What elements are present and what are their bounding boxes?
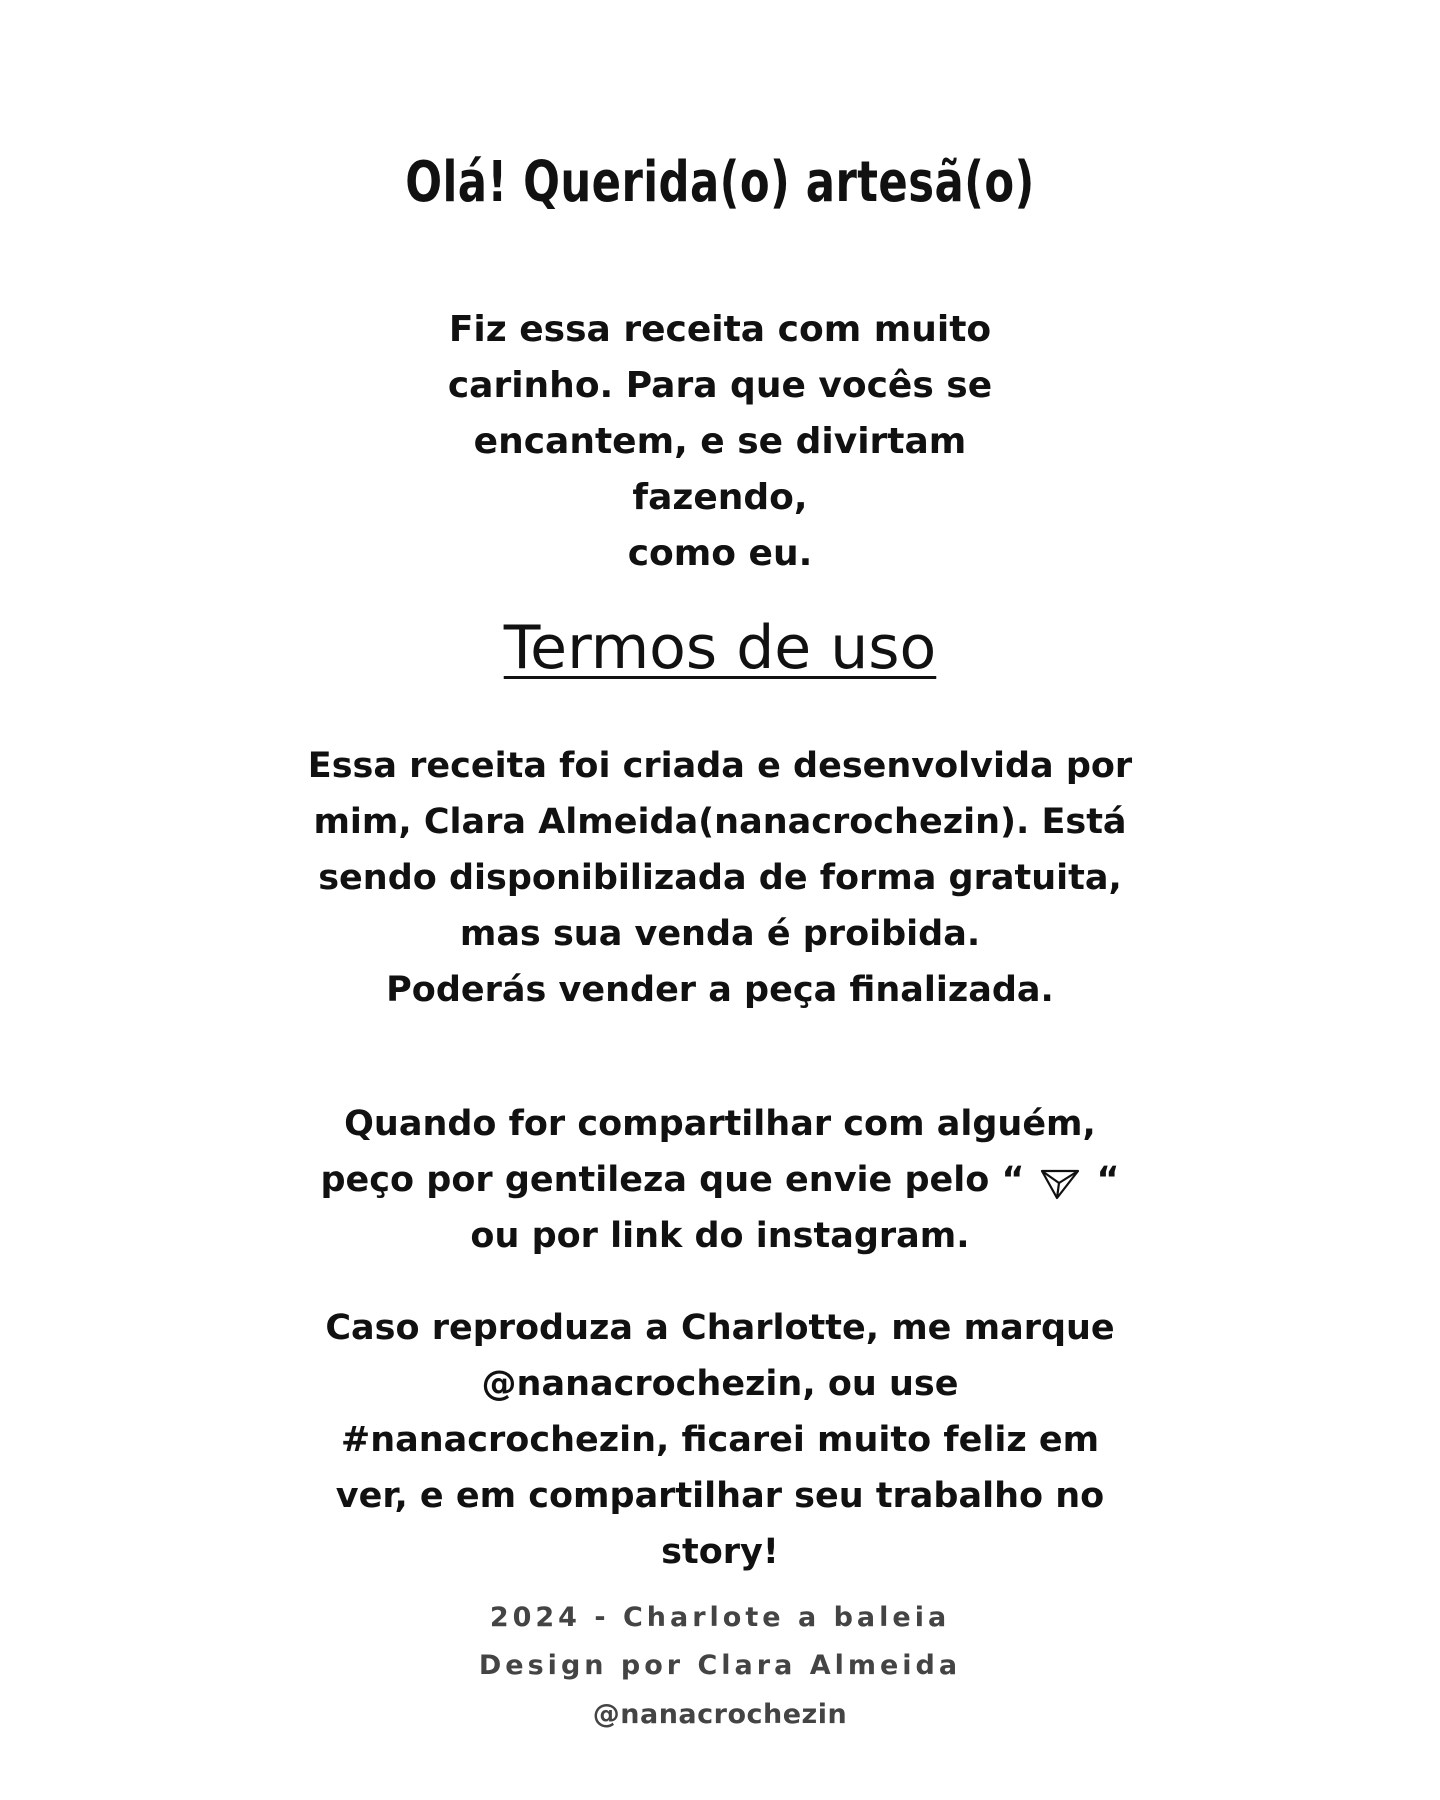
paragraph-line: ver, e em compartilhar seu trabalho no xyxy=(335,1476,1105,1516)
intro-line: carinho. Para que vocês se xyxy=(447,365,993,406)
paragraph-line: Poderás vender a peça finalizada. xyxy=(386,970,1054,1010)
terms-paragraph-usage xyxy=(300,738,1140,1018)
send-icon xyxy=(1040,1167,1080,1201)
paragraph-line-text: “ xyxy=(1096,1160,1120,1200)
intro-line: Fiz essa receita com muito xyxy=(448,309,992,350)
paragraph-line-text: peço por gentileza que envie pelo “ xyxy=(320,1160,1025,1200)
paragraph-line: mas sua venda é proibida. xyxy=(459,914,981,954)
page-title: Olá! Querida(o) artesã(o) xyxy=(405,150,1035,215)
footer-handle: @nanacrochezin xyxy=(592,1699,848,1730)
intro-paragraph xyxy=(380,302,1060,582)
footer-credit: Design por Clara Almeida xyxy=(478,1650,962,1681)
terms-heading xyxy=(0,612,1440,684)
paragraph-line: mim, Clara Almeida(nanacrochezin). Está xyxy=(313,802,1127,842)
paragraph-line: ou por link do instagram. xyxy=(470,1216,970,1256)
paragraph-line: Essa receita foi criada e desenvolvida por xyxy=(307,746,1133,786)
paragraph-line: @nanacrochezin, ou use xyxy=(481,1364,959,1404)
paragraph-line: #nanacrochezin, ficarei muito feliz em xyxy=(340,1420,1100,1460)
terms-paragraph-tagging xyxy=(300,1300,1140,1580)
paragraph-line: story! xyxy=(661,1532,779,1572)
paragraph-line: Caso reproduza a Charlotte, me marque xyxy=(325,1308,1115,1348)
footer-title: 2024 - Charlote a baleia xyxy=(489,1602,951,1633)
terms-paragraph-sharing xyxy=(300,1096,1140,1264)
paragraph-line: Quando for compartilhar com alguém, xyxy=(344,1104,1096,1144)
intro-line: como eu. xyxy=(627,533,813,574)
paragraph-line-with-icon xyxy=(300,1152,1140,1208)
intro-line: encantem, e se divirtam fazendo, xyxy=(473,421,967,518)
paragraph-line: sendo disponibilizada de forma gratuita, xyxy=(318,858,1122,898)
terms-heading-text: Termos de uso xyxy=(503,613,937,683)
